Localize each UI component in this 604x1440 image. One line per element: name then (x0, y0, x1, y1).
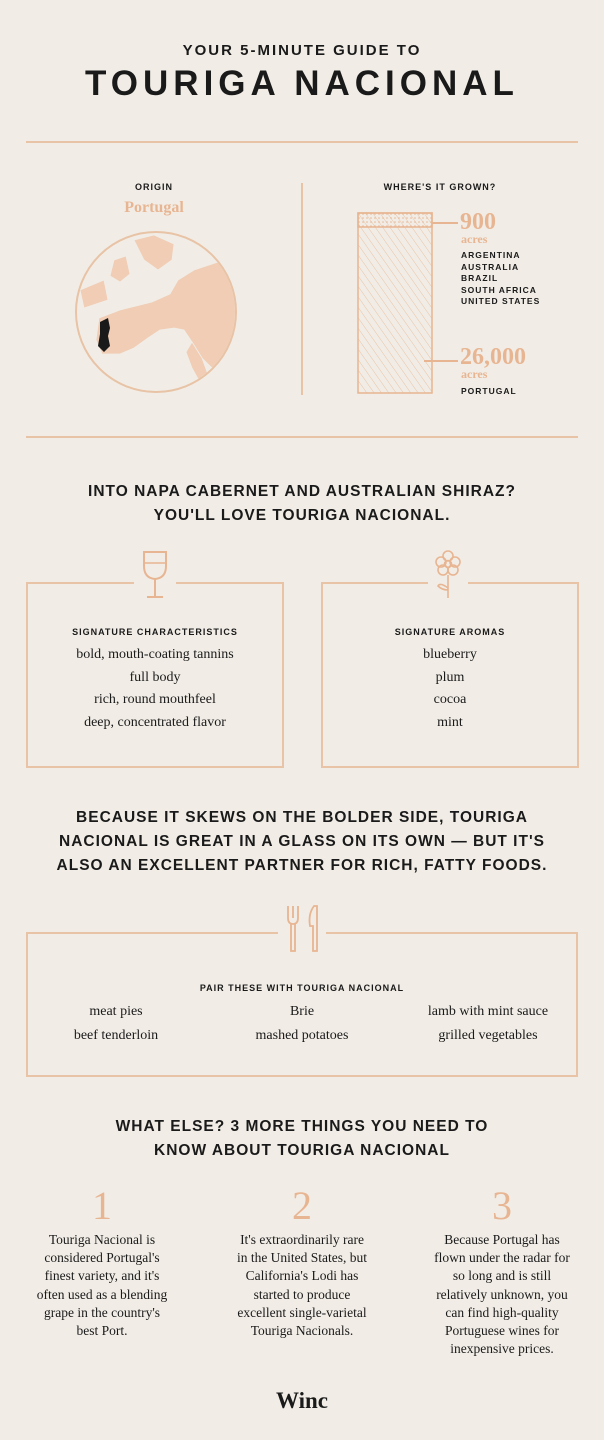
characteristics-box (26, 582, 284, 768)
intro-heading (0, 480, 604, 528)
grown-label: WHERE'S IT GROWN? (383, 182, 497, 192)
small-acres-value: 900 (460, 209, 496, 235)
statement-line: ALSO AN EXCELLENT PARTNER FOR RICH, FATTY FOODS. (56, 857, 548, 874)
fact-line: Touriga Nacionals. (250, 1323, 354, 1339)
country-item: UNITED STATES (461, 296, 541, 306)
list-item: plum (435, 669, 465, 685)
fact-line: flown under the radar for (434, 1250, 570, 1266)
heading-line: WHAT ELSE? 3 MORE THINGS YOU NEED TO (115, 1118, 489, 1135)
fact-1 (14, 1182, 190, 1340)
fact-number: 3 (492, 1183, 512, 1228)
list-item: cocoa (433, 692, 467, 707)
fact-line: inexpensive prices. (450, 1341, 554, 1357)
origin-country: Portugal (124, 199, 184, 216)
acreage-bar-icon (357, 212, 433, 394)
list-item: lamb with mint sauce (427, 1004, 549, 1019)
list-item: mashed potatoes (255, 1028, 349, 1043)
country-item: BRAZIL (461, 273, 499, 283)
winc-logo: Winc (276, 1388, 328, 1413)
origin-label: ORIGIN (134, 182, 173, 192)
statement-line: NACIONAL IS GREAT IN A GLASS ON ITS OWN — BUT IT'S (59, 833, 545, 850)
vertical-divider (301, 183, 303, 395)
fact-2 (214, 1182, 390, 1340)
list-item: mint (437, 714, 463, 730)
country-item: AUSTRALIA (461, 261, 520, 272)
fact-line: grape in the country's (43, 1304, 161, 1320)
fact-line: considered Portugal's (44, 1250, 160, 1266)
fact-line: Touriga Nacional is (48, 1232, 156, 1247)
guide-kicker: YOUR 5-MINUTE GUIDE TO (182, 42, 422, 59)
small-countries (461, 250, 540, 308)
divider (26, 436, 578, 438)
large-pointer (424, 360, 458, 362)
fact-line: Portuguese wines for (445, 1323, 559, 1339)
aromas-box (321, 582, 579, 768)
intro-line: YOU'LL LOVE TOURIGA NACIONAL. (153, 507, 451, 524)
fact-line: in the United States, but (236, 1250, 368, 1266)
list-item: deep, concentrated flavor (84, 714, 226, 730)
list-item: bold, mouth-coating tannins (76, 647, 234, 662)
statement-line: BECAUSE IT SKEWS ON THE BOLDER SIDE, TOURIGA (76, 809, 528, 826)
list-item: full body (129, 669, 181, 685)
fact-line: best Port. (76, 1323, 128, 1339)
list-item: beef tenderloin (73, 1028, 159, 1043)
fact-line: Because Portugal has (444, 1232, 560, 1247)
fact-line: It's extraordinarily rare (240, 1232, 364, 1247)
country-item: ARGENTINA (461, 250, 521, 260)
small-pointer (432, 222, 458, 224)
country-item: SOUTH AFRICA (461, 284, 537, 295)
fact-line: California's Lodi has (245, 1268, 359, 1284)
large-acres-value: 26,000 (460, 344, 526, 370)
fact-line: excellent single-varietal (237, 1304, 367, 1320)
large-country: PORTUGAL (461, 386, 517, 396)
fact-line: finest variety, and it's (44, 1268, 160, 1284)
characteristics-title: SIGNATURE CHARACTERISTICS (72, 627, 238, 637)
pairing-column-2 (214, 1000, 390, 1048)
fact-line: started to produce (253, 1286, 351, 1302)
fact-number: 1 (92, 1183, 112, 1228)
heading-line: KNOW ABOUT TOURIGA NACIONAL (154, 1142, 450, 1159)
list-item: grilled vegetables (438, 1028, 538, 1043)
list-item: Brie (289, 1004, 315, 1019)
small-acres-unit: acres (461, 232, 488, 246)
fact-number: 2 (292, 1183, 312, 1228)
europe-map-icon (74, 230, 238, 394)
pairing-title: PAIR THESE WITH TOURIGA NACIONAL (199, 983, 405, 993)
large-acres-unit: acres (461, 367, 488, 381)
fact-3 (414, 1182, 590, 1358)
intro-line: INTO NAPA CABERNET AND AUSTRALIAN SHIRAZ? (88, 483, 516, 500)
list-item: blueberry (423, 647, 477, 662)
fork-knife-icon (278, 902, 326, 954)
page-title: TOURIGA NACIONAL (85, 64, 519, 103)
divider (26, 141, 578, 143)
fact-line: often used as a blending (36, 1286, 168, 1302)
pairing-column-3 (400, 1000, 576, 1048)
wine-glass-icon (134, 548, 176, 604)
characteristics-list (28, 644, 282, 734)
aromas-list (323, 644, 577, 734)
fact-line: so long and is still (452, 1268, 552, 1284)
aromas-title: SIGNATURE AROMAS (394, 627, 506, 637)
fact-line: relatively unknown, you (436, 1286, 568, 1302)
list-item: rich, round mouthfeel (94, 692, 216, 707)
what-else-heading (0, 1115, 604, 1163)
list-item: meat pies (89, 1004, 143, 1019)
flower-icon (428, 546, 468, 604)
fact-line: can find high-quality (445, 1304, 559, 1320)
pairing-column-1 (28, 1000, 204, 1048)
bold-statement (0, 806, 604, 878)
